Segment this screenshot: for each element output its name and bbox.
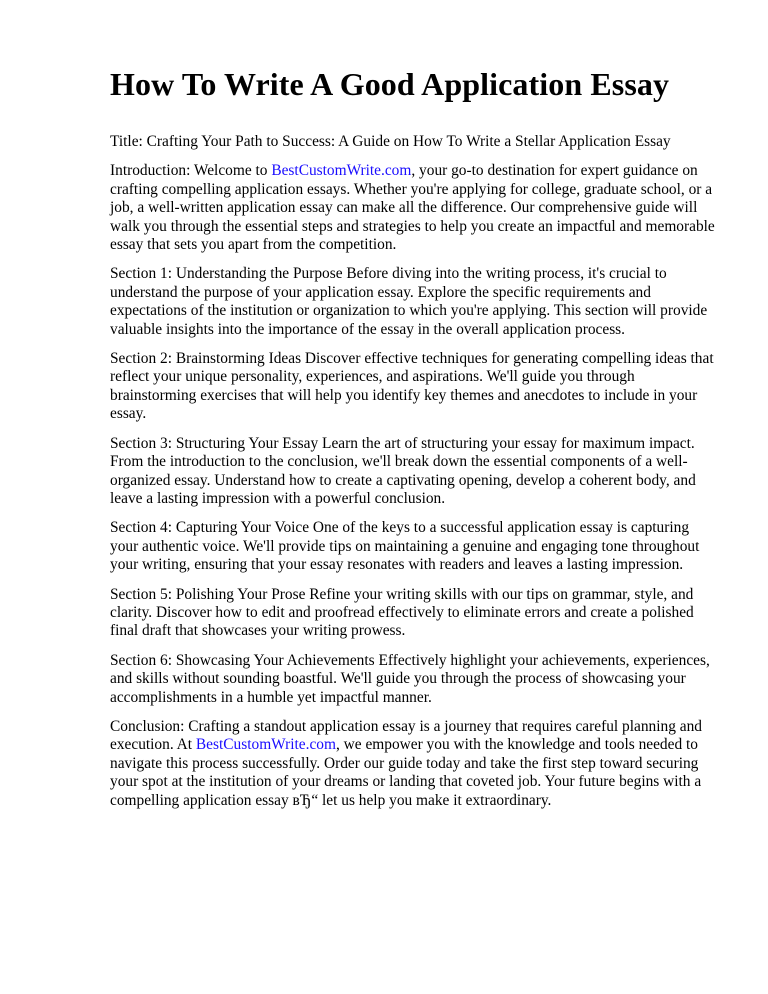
page-title: How To Write A Good Application Essay bbox=[110, 66, 670, 102]
intro-text-after: , your go-to destination for expert guidance on crafting compelling application essays. Whether you're applying for college, graduate school, or a job, a well-written application essay can make all the difference. Our comprehensive guide will walk you through the essential steps and strategies to help you create an impactful and memorable essay that sets you apart from the competition. bbox=[110, 162, 715, 254]
section-1-paragraph: Section 1: Understanding the Purpose Before diving into the writing process, it's crucial to understand the purpose of your application essay. Explore the specific requirements and expectations of the institution or organization to which you're applying. This section will provide valuable insights into the importance of the essay in the overall application process. bbox=[110, 265, 708, 338]
conclusion-paragraph bbox=[110, 718, 716, 810]
section-4-paragraph: Section 4: Capturing Your Voice One of the keys to a successful application essay is capturing your authentic voice. We'll provide tips on maintaining a genuine and engaging tone throughout your writing, ensuring that your essay resonates with readers and leaves a lasting impression. bbox=[110, 519, 700, 574]
section-2-paragraph: Section 2: Brainstorming Ideas Discover effective techniques for generating compelling ideas that reflect your unique personality, experiences, and aspirations. We'll guide you through brainstorming exercises that will help you identify key themes and anecdotes to include in your essay. bbox=[110, 350, 714, 423]
conclusion-text-after: , we empower you with the knowledge and tools needed to navigate this process successfully. Order our guide today and take the first step toward securing your spot at the institution of your dreams or landing that coveted job. Your future begins with a compelling application essay вЂ“ let us help you make it extraordinary. bbox=[110, 736, 702, 809]
section-5-paragraph: Section 5: Polishing Your Prose Refine your writing skills with our tips on grammar, style, and clarity. Discover how to edit and proofread effectively to eliminate errors and create a polished final draft that showcases your writing prowess. bbox=[110, 585, 694, 640]
conclusion-text-before: Conclusion: Crafting a standout application essay is a journey that requires careful planning and execution. At bbox=[110, 717, 702, 754]
section-6-paragraph: Section 6: Showcasing Your Achievements Effectively highlight your achievements, experiences, and skills without sounding boastful. We'll guide you through the process of showcasing your accomplishments in a humble yet impactful manner. bbox=[110, 651, 710, 706]
conclusion-site-link[interactable]: BestCustomWrite.com bbox=[195, 736, 336, 754]
section-3-paragraph: Section 3: Structuring Your Essay Learn the art of structuring your essay for maximum impact. From the introduction to the conclusion, we'll break down the essential components of a well-organized essay. Understand how to create a captivating opening, develop a coherent body, and leave a lasting impression with a powerful conclusion. bbox=[110, 434, 696, 507]
subtitle-paragraph: Title: Crafting Your Path to Success: A Guide on How To Write a Stellar Application Essay bbox=[110, 133, 671, 150]
intro-site-link[interactable]: BestCustomWrite.com bbox=[271, 162, 412, 180]
intro-text-before: Introduction: Welcome to bbox=[110, 162, 272, 180]
intro-paragraph bbox=[110, 162, 716, 254]
